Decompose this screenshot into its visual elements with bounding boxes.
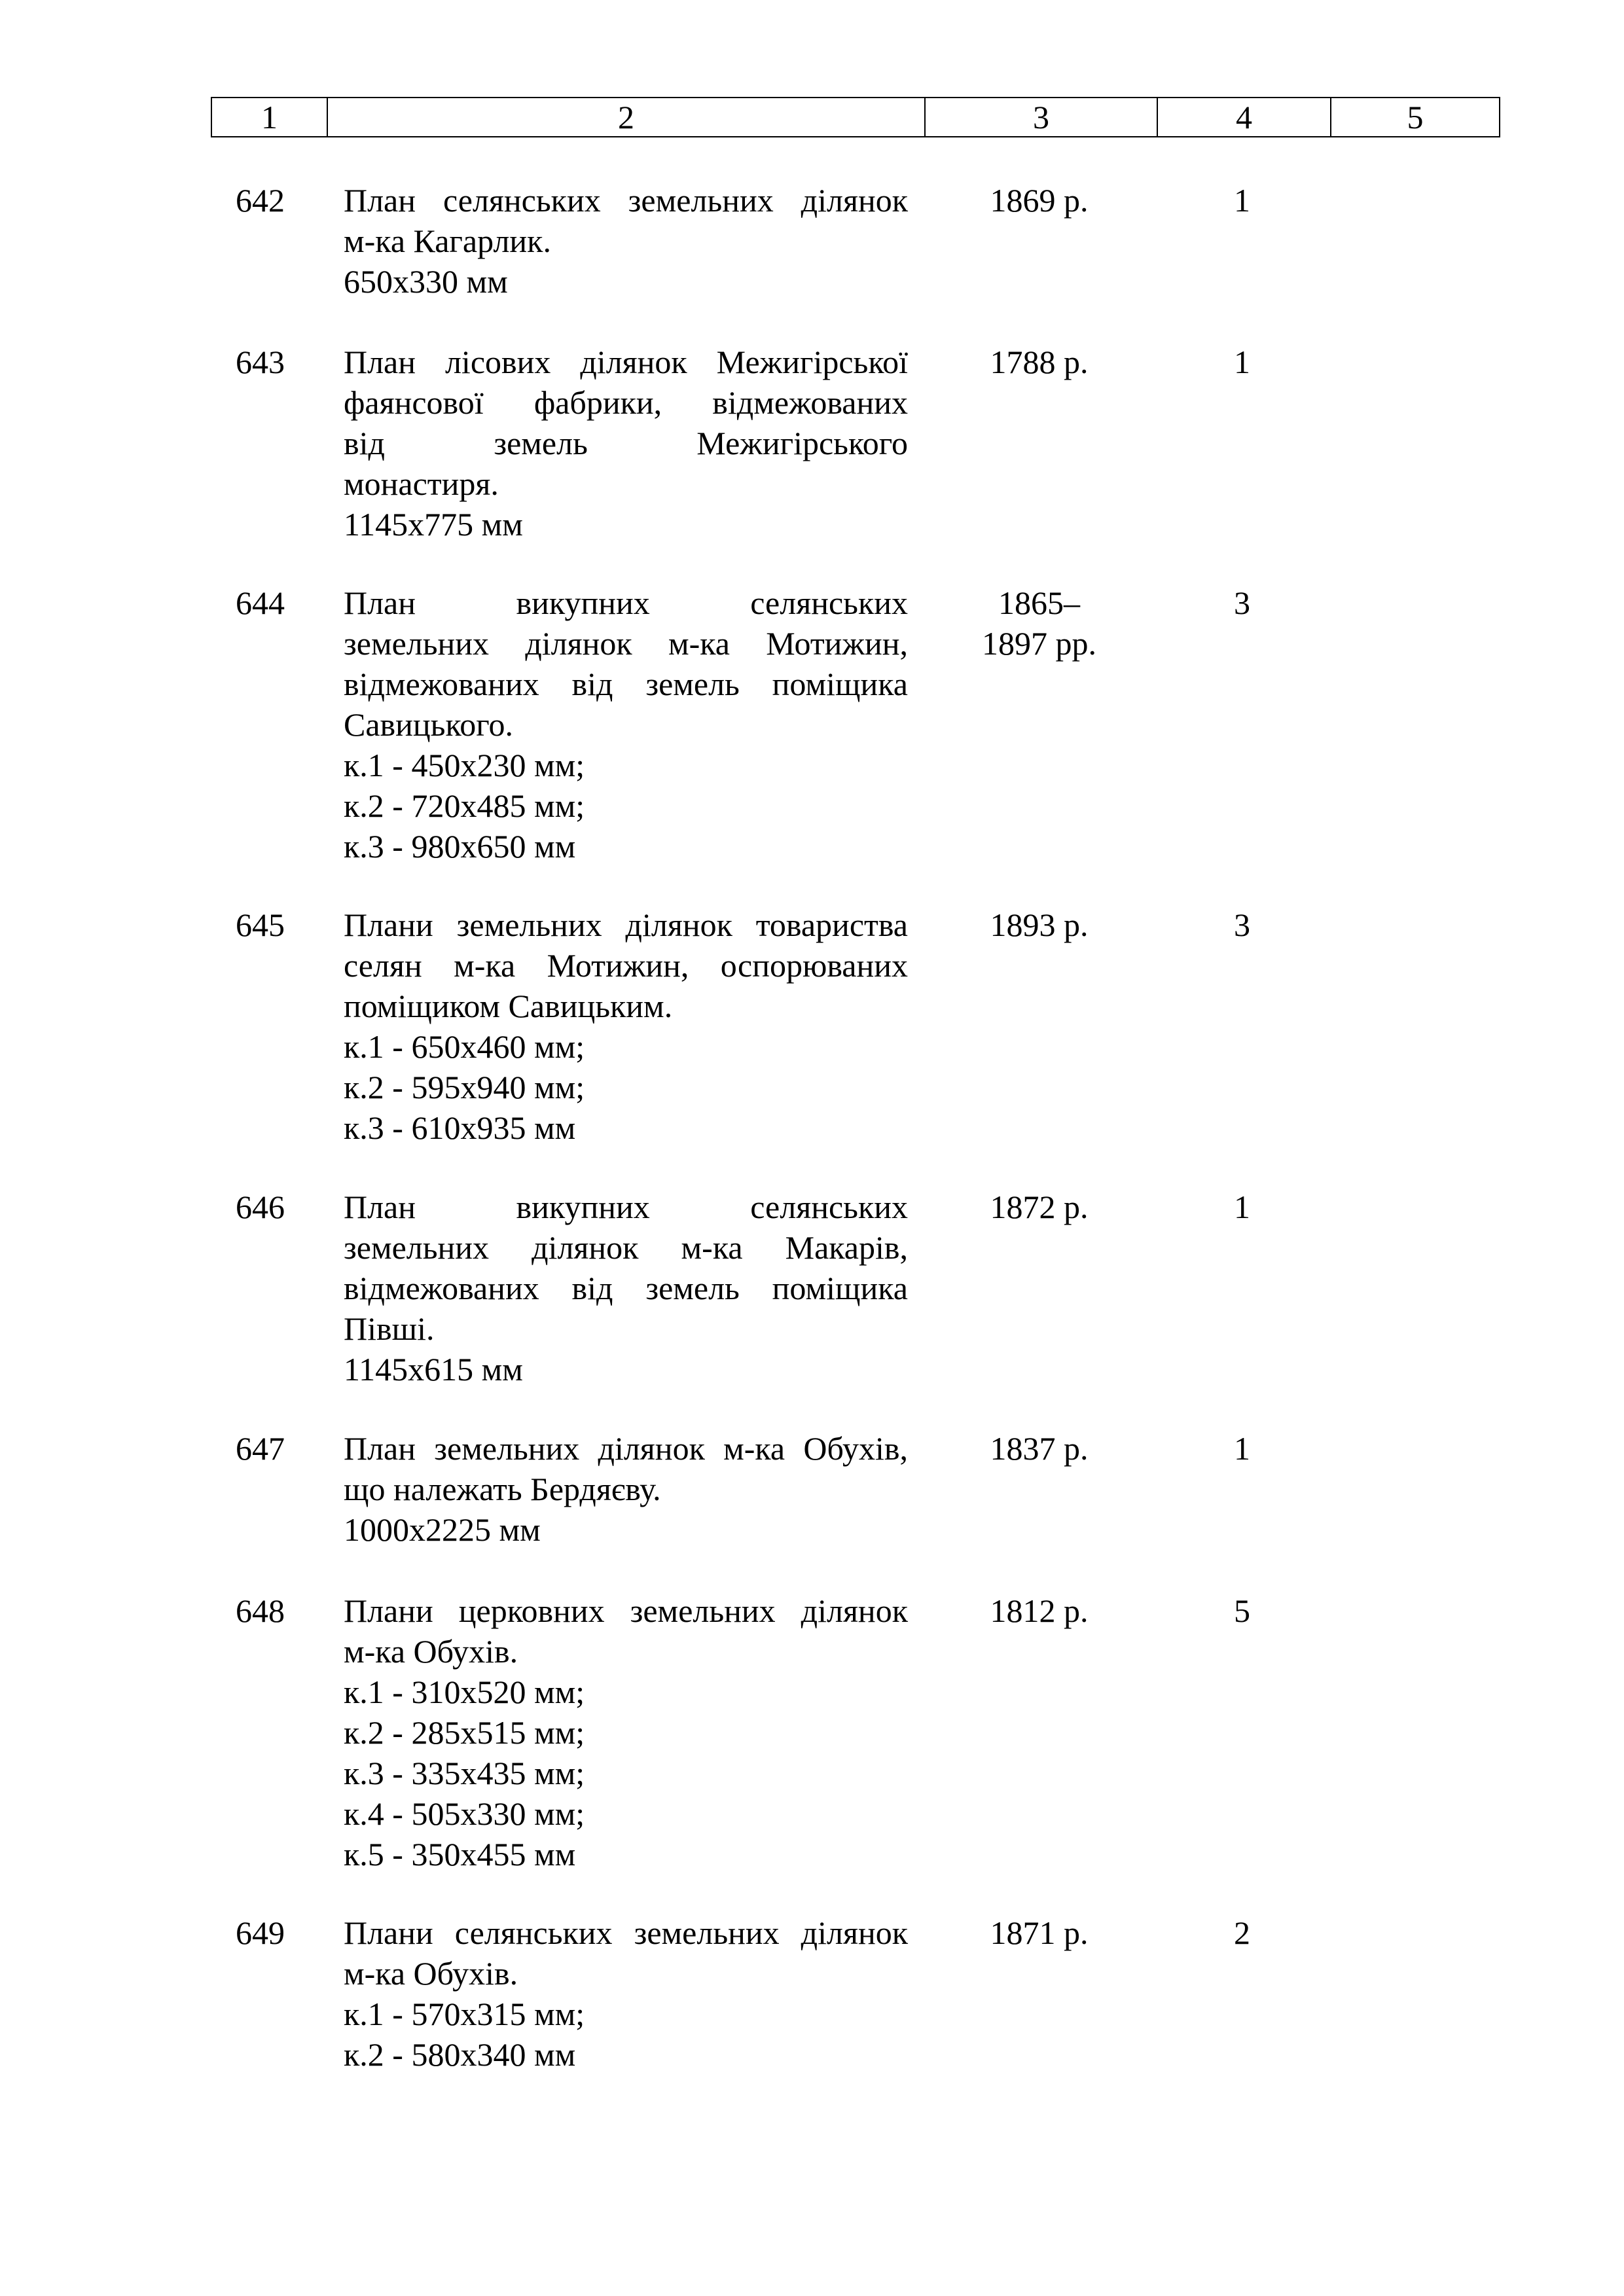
record-number: 649 — [236, 1914, 285, 1951]
description-line: що належать Бердяєву. — [344, 1471, 661, 1507]
date-line: 1893 р. — [990, 906, 1089, 943]
record-description — [344, 180, 908, 302]
date-line: 1869 р. — [990, 182, 1089, 219]
column-header-5: 5 — [1331, 98, 1500, 137]
description-line: План викупних селянських — [344, 584, 908, 621]
description-line: земельних ділянок м-ка Макарів, — [344, 1229, 908, 1266]
date-line: 1837 р. — [990, 1430, 1089, 1467]
size-line: к.3 - 980х650 мм — [344, 828, 576, 865]
description-line: Плани земельних ділянок товариства — [344, 906, 908, 943]
description-line: м-ка Обухів. — [344, 1955, 518, 1992]
record-sheet-count: 1 — [1234, 1430, 1250, 1467]
record-sheet-count: 2 — [1234, 1914, 1250, 1951]
record-number: 643 — [236, 344, 285, 380]
size-line: к.2 - 595х940 мм; — [344, 1069, 585, 1105]
record-sheet-count: 1 — [1234, 1189, 1250, 1225]
description-line: Плани церковних земельних ділянок — [344, 1592, 908, 1629]
size-line: к.1 - 450х230 мм; — [344, 747, 585, 783]
description-line: поміщиком Савицьким. — [344, 988, 673, 1024]
record-date — [923, 583, 1155, 664]
record-date — [923, 1187, 1155, 1227]
description-line: відмежованих від земель поміщика — [344, 666, 908, 702]
date-line: 1872 р. — [990, 1189, 1089, 1225]
size-line: к.3 - 610х935 мм — [344, 1109, 576, 1146]
record-date — [923, 905, 1155, 945]
record-number: 642 — [236, 182, 285, 219]
record-sheet-count: 1 — [1234, 182, 1250, 219]
record-number: 645 — [236, 906, 285, 943]
description-line: План викупних селянських — [344, 1189, 908, 1225]
record-description — [344, 1912, 908, 2075]
record-sheet-count: 3 — [1234, 584, 1250, 621]
record-description — [344, 1428, 908, 1550]
column-header-4: 4 — [1157, 98, 1331, 137]
size-line: 1145х615 мм — [344, 1351, 523, 1388]
record-description — [344, 1590, 908, 1874]
description-line: селян м-ка Мотижин, оспорюваних — [344, 947, 908, 984]
record-sheet-count: 5 — [1234, 1592, 1250, 1629]
description-line: відмежованих від земель поміщика — [344, 1270, 908, 1306]
date-line: 1865– — [998, 584, 1080, 621]
description-line: План селянських земельних ділянок — [344, 182, 908, 219]
description-line: від земель Межигірського — [344, 425, 908, 461]
date-line: 1871 р. — [990, 1914, 1089, 1951]
description-line: Півші. — [344, 1310, 435, 1347]
record-date — [923, 1590, 1155, 1631]
description-line: План земельних ділянок м-ка Обухів, — [344, 1430, 908, 1467]
record-description — [344, 1187, 908, 1390]
record-description — [344, 583, 908, 867]
column-header-1: 1 — [211, 98, 327, 137]
description-line: м-ка Кагарлик. — [344, 223, 551, 259]
record-date — [923, 1912, 1155, 1953]
record-date — [923, 342, 1155, 382]
size-line: к.1 - 650х460 мм; — [344, 1028, 585, 1065]
size-line: к.4 - 505х330 мм; — [344, 1795, 585, 1832]
description-line: м-ка Обухів. — [344, 1633, 518, 1670]
size-line: 1145х775 мм — [344, 506, 523, 543]
date-line: 1788 р. — [990, 344, 1089, 380]
date-line: 1812 р. — [990, 1592, 1089, 1629]
size-line: к.5 - 350х455 мм — [344, 1836, 576, 1873]
column-header-row — [211, 97, 1500, 137]
record-description — [344, 342, 908, 545]
record-sheet-count: 1 — [1234, 344, 1250, 380]
record-number: 646 — [236, 1189, 285, 1225]
size-line: к.2 - 285х515 мм; — [344, 1714, 585, 1751]
record-sheet-count: 3 — [1234, 906, 1250, 943]
size-line: 1000х2225 мм — [344, 1511, 541, 1548]
record-date — [923, 1428, 1155, 1469]
size-line: к.3 - 335х435 мм; — [344, 1755, 585, 1791]
description-line: Плани селянських земельних ділянок — [344, 1914, 908, 1951]
description-line: земельних ділянок м-ка Мотижин, — [344, 625, 908, 662]
description-line: монастиря. — [344, 465, 499, 502]
record-description — [344, 905, 908, 1148]
size-line: к.1 - 310х520 мм; — [344, 1674, 585, 1710]
size-line: к.2 - 720х485 мм; — [344, 787, 585, 824]
record-number: 644 — [236, 584, 285, 621]
description-line: фаянсової фабрики, відмежованих — [344, 384, 908, 421]
record-number: 648 — [236, 1592, 285, 1629]
column-header-2: 2 — [327, 98, 925, 137]
size-line: к.1 - 570х315 мм; — [344, 1996, 585, 2032]
size-line: 650х330 мм — [344, 263, 508, 300]
description-line: Савицького. — [344, 706, 513, 743]
description-line: План лісових ділянок Межигірської — [344, 344, 908, 380]
record-date — [923, 180, 1155, 221]
date-line: 1897 рр. — [982, 625, 1096, 662]
record-number: 647 — [236, 1430, 285, 1467]
size-line: к.2 - 580х340 мм — [344, 2036, 576, 2073]
column-header-3: 3 — [925, 98, 1157, 137]
